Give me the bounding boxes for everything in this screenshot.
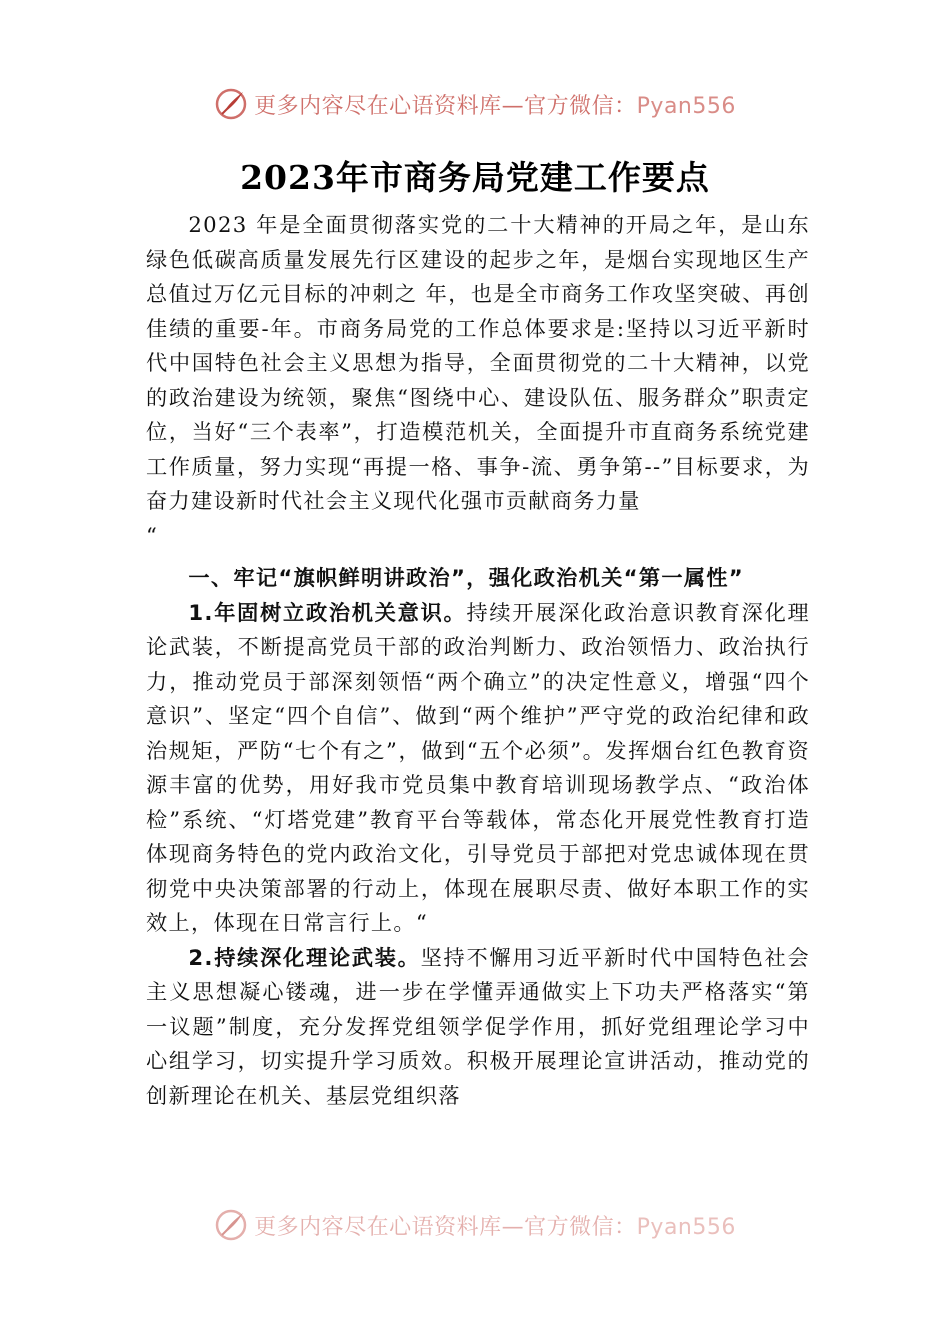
item-lead-2: 2.持续深化理论武装。 — [188, 944, 421, 970]
watermark-text: 更多内容尽在心语资料库—官方微信：Pyan556 — [254, 1214, 736, 1240]
intro-tail: “ — [146, 522, 159, 548]
document-body — [146, 208, 810, 1113]
document-title: 2023年市商务局党建工作要点 — [240, 158, 710, 197]
item-lead-1: 1.年固树立政治机关意识。 — [188, 599, 467, 625]
watermark-footer — [0, 1207, 950, 1243]
quill-logo-icon — [214, 87, 248, 121]
watermark-header — [0, 84, 950, 124]
item-paragraph-2: 2.持续深化理论武装。坚持不懈用习近平新时代中国特色社会主义思想凝心镂魂，进一步在学懂弄通做实上下功夫严格落实“第一议题”制度，充分发挥党组领学促学作用，抓好党组理论学习中心组学习，切实提升学习质效。积极开展理论宣讲活动，推动党的创新理论在机关、基层党组织落 — [146, 944, 810, 1108]
quill-logo-icon — [214, 1208, 248, 1242]
watermark-text: 更多内容尽在心语资料库—官方微信：Pyan556 — [254, 93, 736, 119]
section-heading: 一、牢记“旗帜鲜明讲政治”，强化政治机关“第一属性” — [188, 565, 745, 590]
intro-paragraph: 2023 年是全面贯彻落实党的二十大精神的开局之年，是山东绿色低碳高质量发展先行区建设的起步之年，是烟台实现地区生产总值过万亿元目标的冲刺之 年，也是全市商务工作攻坚突破、再创佳绩的重要-年。市商务局党的工作总体要求是:坚持以习近平新时代中国特色社会主义思想为指导，全面贯彻党的二十大精神，以党的政治建设为统领，聚焦“图绕中心、建设队伍、服务群众”职责定位，当好“三个表率”，打造模范机关，全面提升市直商务系统党建工作质量，努力实现“再提一格、事争-流、勇争第--”目标要求，为奋力建设新时代社会主义现代化强市贡献商务力量 “ — [146, 208, 810, 553]
item-paragraph-1: 1.年固树立政治机关意识。持续开展深化政治意识教育深化理论武装，不断提高党员干部的政治判断力、政治领悟力、政治执行力，推动党员于部深刻领悟“两个确立”的决定性意义，增强“四个意识”、坚定“四个自信”、做到“两个维护”严守党的政治纪律和政治规矩，严防“七个有之”，做到“五个必须”。发挥烟台红色教育资源丰富的优势，用好我市党员集中教育培训现场教学点、“政治体检”系统、“灯塔党建”教育平台等载体，常态化开展党性教育打造体现商务特色的党内政治文化，引导党员于部把对党忠诚体现在贯彻党中央决策部署的行动上，体现在展职尽责、做好本职工作的实效上，体现在日常言行上。“ — [146, 599, 810, 935]
